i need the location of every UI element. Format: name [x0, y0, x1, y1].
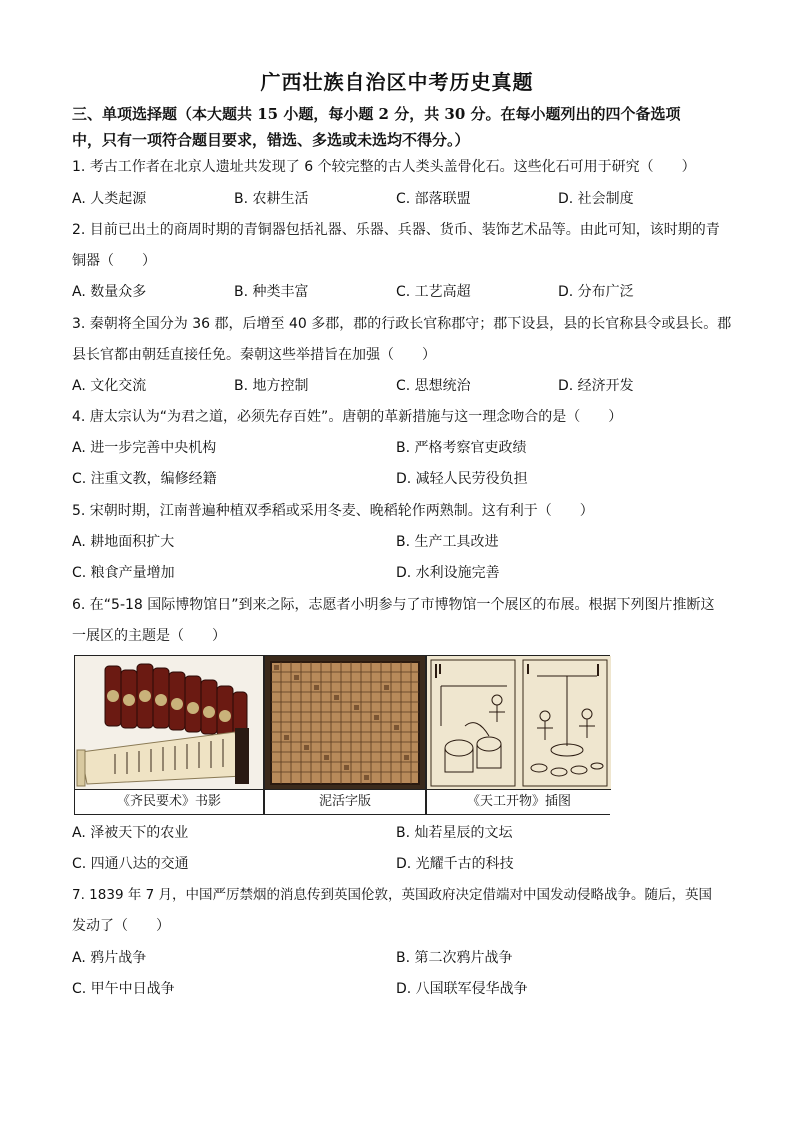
tiangongkaiwu-image: [427, 656, 611, 789]
question-6-text-cont: 一展区的主题是（ ）: [72, 628, 226, 644]
q2-option-b[interactable]: B. 种类丰富: [234, 284, 309, 300]
figure-panel-tiangongkaiwu: [427, 656, 611, 814]
section-heading-line-2: 中，只有一项符合题目要求，错选、多选或未选均不得分。）: [72, 131, 470, 149]
q6-option-c[interactable]: C. 四通八达的交通: [72, 856, 189, 872]
caption-qiminyaoshu: 《齐民要术》书影: [75, 789, 263, 814]
question-4-text: 4. 唐太宗认为“为君之道，必须先存百姓”。唐朝的革新措施与这一理念吻合的是（ ）: [72, 409, 623, 425]
q4-option-b[interactable]: B. 严格考察官吏政绩: [396, 440, 527, 456]
q6-option-a[interactable]: A. 泽被天下的农业: [72, 825, 189, 841]
q4-option-a[interactable]: A. 进一步完善中央机构: [72, 440, 217, 456]
caption-tiangongkaiwu: 《天工开物》插图: [427, 789, 611, 814]
figure-panel-clay-type: [265, 656, 427, 814]
clay-type-image: [265, 656, 425, 789]
question-5-text: 5. 宋朝时期，江南普遍种植双季稻或采用冬麦、晚稻轮作两熟制。这有利于（ ）: [72, 503, 594, 519]
question-1-text: 1. 考古工作者在北京人遗址共发现了 6 个较完整的古人类头盖骨化石。这些化石可用于研究（ ）: [72, 159, 696, 175]
q1-option-d[interactable]: D. 社会制度: [558, 191, 634, 207]
figure-panel-qiminyaoshu: [75, 656, 265, 814]
q5-option-b[interactable]: B. 生产工具改进: [396, 534, 499, 550]
q5-option-d[interactable]: D. 水利设施完善: [396, 565, 500, 581]
q3-option-a[interactable]: A. 文化交流: [72, 378, 147, 394]
q6-option-b[interactable]: B. 灿若星辰的文坛: [396, 825, 513, 841]
scroll-illustration: [75, 656, 263, 789]
page-title: 广西壮族自治区中考历史真题: [260, 70, 534, 94]
q2-option-d[interactable]: D. 分布广泛: [558, 284, 634, 300]
question-6-text: 6. 在“5-18 国际博物馆日”到来之际，志愿者小明参与了市博物馆一个展区的布展。根据下列图片推断这: [72, 597, 715, 613]
q6-option-d[interactable]: D. 光耀千古的科技: [396, 856, 514, 872]
movable-type-illustration: [265, 656, 425, 789]
q7-option-a[interactable]: A. 鸦片战争: [72, 950, 147, 966]
q4-option-c[interactable]: C. 注重文教，编修经籍: [72, 471, 217, 487]
q2-option-a[interactable]: A. 数量众多: [72, 284, 147, 300]
q2-option-c[interactable]: C. 工艺高超: [396, 284, 471, 300]
question-2-text-cont: 铜器（ ）: [72, 253, 156, 269]
q1-option-c[interactable]: C. 部落联盟: [396, 191, 471, 207]
section-heading-line-1: 三、单项选择题（本大题共 15 小题，每小题 2 分，共 30 分。在每小题列出的四个备选项: [72, 105, 681, 123]
q5-option-c[interactable]: C. 粮食产量增加: [72, 565, 175, 581]
q7-option-d[interactable]: D. 八国联军侵华战争: [396, 981, 528, 997]
q4-option-d[interactable]: D. 减轻人民劳役负担: [396, 471, 528, 487]
q7-option-c[interactable]: C. 甲午中日战争: [72, 981, 175, 997]
qiminyaoshu-image: [75, 656, 263, 789]
q1-option-b[interactable]: B. 农耕生活: [234, 191, 309, 207]
q3-option-d[interactable]: D. 经济开发: [558, 378, 634, 394]
woodblock-illustration: [427, 656, 611, 789]
caption-clay-type: 泥活字版: [265, 789, 425, 814]
q3-option-c[interactable]: C. 思想统治: [396, 378, 471, 394]
question-3-text: 3. 秦朝将全国分为 36 郡，后增至 40 多郡，郡的行政长官称郡守；郡下设县，县的长官称县令或县长。郡: [72, 316, 732, 332]
question-7-text-cont: 发动了（ ）: [72, 918, 170, 934]
q1-option-a[interactable]: A. 人类起源: [72, 191, 147, 207]
question-7-text: 7. 1839 年 7 月，中国严厉禁烟的消息传到英国伦敦，英国政府决定借端对中国发动侵略战争。随后，英国: [72, 887, 712, 903]
question-6-figure: [74, 655, 610, 815]
question-3-text-cont: 县长官都由朝廷直接任免。秦朝这些举措旨在加强（ ）: [72, 347, 436, 363]
q5-option-a[interactable]: A. 耕地面积扩大: [72, 534, 175, 550]
q7-option-b[interactable]: B. 第二次鸦片战争: [396, 950, 513, 966]
question-2-text: 2. 目前已出土的商周时期的青铜器包括礼器、乐器、兵器、货币、装饰艺术品等。由此可知，该时期的青: [72, 222, 720, 238]
q3-option-b[interactable]: B. 地方控制: [234, 378, 309, 394]
